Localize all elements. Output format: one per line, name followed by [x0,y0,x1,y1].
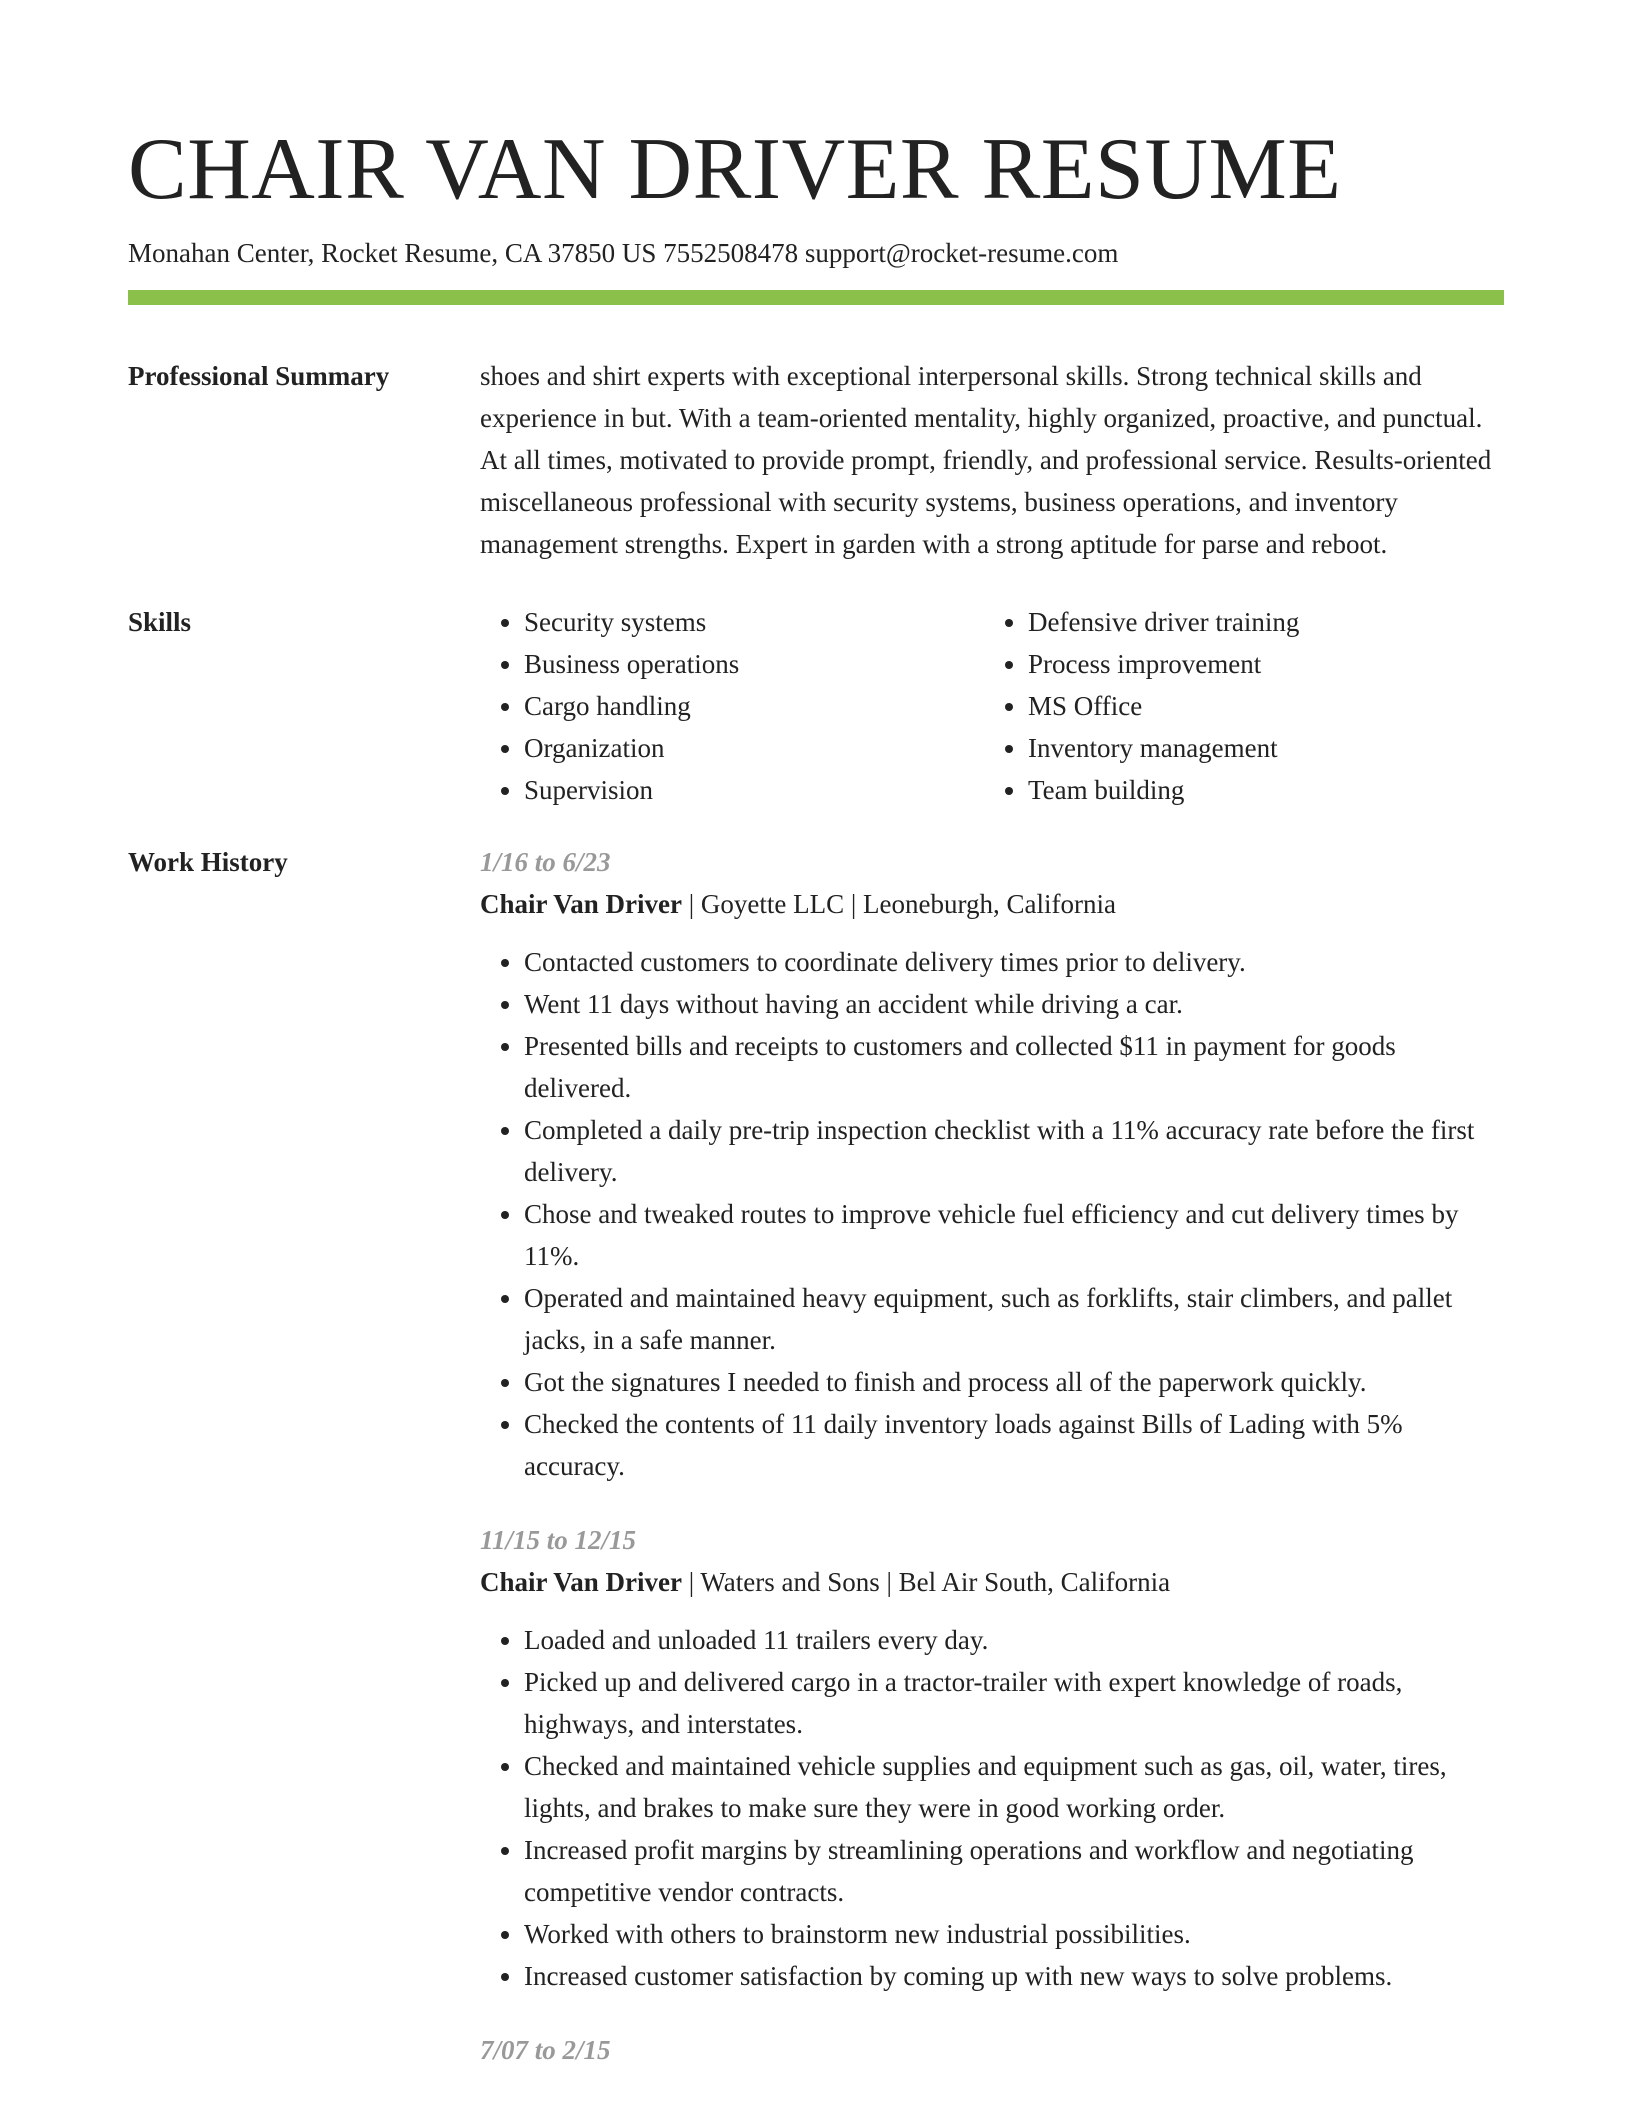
job-dates: 7/07 to 2/15 [480,2035,611,2065]
resume-title: CHAIR VAN DRIVER RESUME [128,121,1342,218]
job-bullet: • Operated and maintained heavy equipment, such as forklifts, stair climbers, and pallet jacks, in a safe manner. [524,1277,1504,1361]
job-entry [480,2029,1504,2071]
skills-list-left [480,601,984,811]
job-bullet: • Increased customer satisfaction by coming up with new ways to solve problems. [524,1955,1504,1997]
job-bullet: • Loaded and unloaded 11 trailers every day. [524,1619,1504,1661]
skill-item: • Team building [1028,769,1488,811]
job-entry [480,1519,1504,1997]
section-label: Work History [128,847,288,877]
job-bullets [480,941,1504,1487]
job-bullets [480,1619,1504,1997]
skill-item: • Cargo handling [524,685,984,727]
header-divider [128,290,1504,305]
job-bullet: • Got the signatures I needed to finish and process all of the paperwork quickly. [524,1361,1504,1403]
skill-item: • MS Office [1028,685,1488,727]
job-bullet: • Went 11 days without having an accident while driving a car. [524,983,1504,1025]
job-bullet: • Checked and maintained vehicle supplies and equipment such as gas, oil, water, tires, lights, and brakes to make sure they were in good working order. [524,1745,1504,1829]
job-bullet: • Worked with others to brainstorm new industrial possibilities. [524,1913,1504,1955]
job-employer-location: | Goyette LLC | Leoneburgh, California [682,889,1116,919]
job-employer-location: | Waters and Sons | Bel Air South, California [682,1567,1171,1597]
job-bullet: • Picked up and delivered cargo in a tractor-trailer with expert knowledge of roads, highways, and interstates. [524,1661,1504,1745]
section-label: Professional Summary [128,361,390,391]
job-heading [480,1561,1504,1603]
skills-list-right [984,601,1488,811]
job-heading [480,883,1504,925]
skill-item: • Security systems [524,601,984,643]
job-title: Chair Van Driver [480,1567,683,1597]
contact-line: Monahan Center, Rocket Resume, CA 37850 US 7552508478 support@rocket-resume.com [128,238,1119,268]
skill-item: • Inventory management [1028,727,1488,769]
job-title: Chair Van Driver [480,889,683,919]
job-entry [480,841,1504,1487]
work-history-section [128,841,1504,2103]
skill-item: • Process improvement [1028,643,1488,685]
job-bullet: • Presented bills and receipts to customers and collected $11 in payment for goods delivered. [524,1025,1504,1109]
skill-item: • Business operations [524,643,984,685]
job-dates: 1/16 to 6/23 [480,847,611,877]
skills-section [128,601,1504,811]
job-dates: 11/15 to 12/15 [480,1525,637,1555]
resume-page [128,120,1504,2103]
job-bullet: • Contacted customers to coordinate delivery times prior to delivery. [524,941,1504,983]
job-bullet: • Checked the contents of 11 daily inventory loads against Bills of Lading with 5% accuracy. [524,1403,1504,1487]
summary-text: shoes and shirt experts with exceptional interpersonal skills. Strong technical skills and experience in but. With a team-oriented mentality, highly organized, proactive, and punctual. At all times, motivated to provide prompt, friendly, and professional service. Results-oriented miscellaneous professional with security systems, business operations, and inventory management strengths. Expert in garden with a strong aptitude for parse and reboot. [480,361,1492,559]
skill-item: • Organization [524,727,984,769]
skill-item: • Supervision [524,769,984,811]
job-bullet: • Completed a daily pre-trip inspection checklist with a 11% accuracy rate before the first delivery. [524,1109,1504,1193]
skill-item: • Defensive driver training [1028,601,1488,643]
job-bullet: • Chose and tweaked routes to improve vehicle fuel efficiency and cut delivery times by 11%. [524,1193,1504,1277]
section-label: Skills [128,607,192,637]
summary-section [128,355,1504,565]
job-bullet: • Increased profit margins by streamlining operations and workflow and negotiating competitive vendor contracts. [524,1829,1504,1913]
